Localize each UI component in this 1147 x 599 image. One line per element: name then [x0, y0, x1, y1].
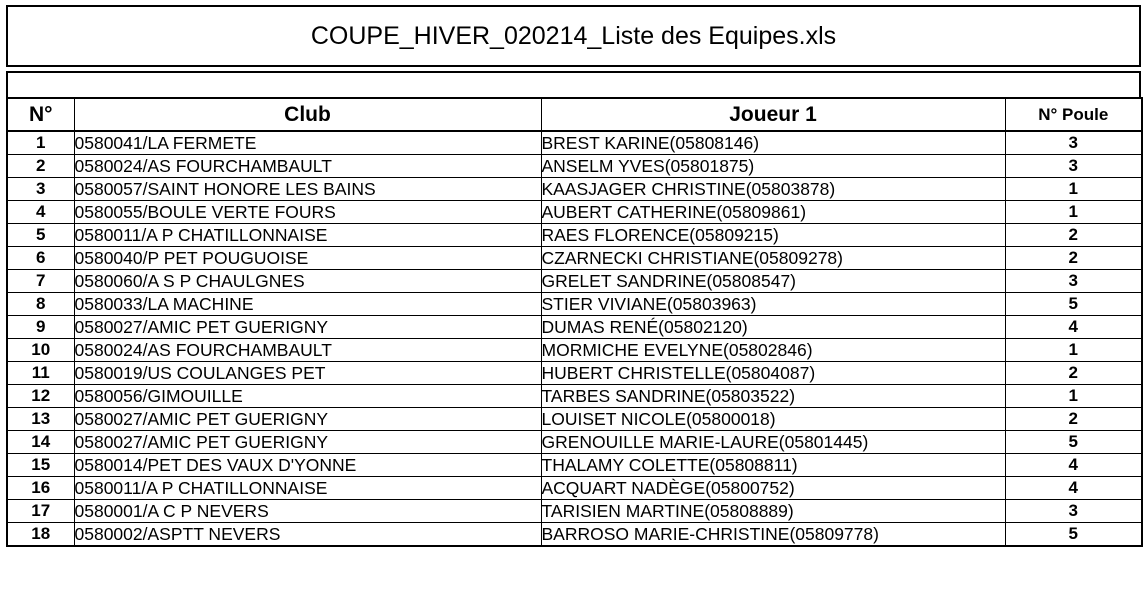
poule-cell[interactable]: 5: [1005, 431, 1142, 454]
row-num[interactable]: 18: [7, 523, 74, 547]
poule-cell[interactable]: 3: [1005, 270, 1142, 293]
poule-cell[interactable]: 5: [1005, 523, 1142, 547]
club-cell[interactable]: 0580027/AMIC PET GUERIGNY: [74, 408, 541, 431]
poule-cell[interactable]: 5: [1005, 293, 1142, 316]
poule-cell[interactable]: 4: [1005, 316, 1142, 339]
teams-table: [6, 97, 1143, 547]
header-club[interactable]: Club: [74, 98, 541, 131]
club-cell[interactable]: 0580001/A C P NEVERS: [74, 500, 541, 523]
player-cell[interactable]: LOUISET NICOLE(05800018): [541, 408, 1005, 431]
club-cell[interactable]: 0580041/LA FERMETE: [74, 131, 541, 155]
table-row: [7, 362, 1142, 385]
row-num[interactable]: 13: [7, 408, 74, 431]
poule-cell[interactable]: 3: [1005, 500, 1142, 523]
poule-cell[interactable]: 3: [1005, 131, 1142, 155]
row-num[interactable]: 15: [7, 454, 74, 477]
poule-cell[interactable]: 1: [1005, 178, 1142, 201]
player-cell[interactable]: TARISIEN MARTINE(05808889): [541, 500, 1005, 523]
header-player[interactable]: Joueur 1: [541, 98, 1005, 131]
table-row: [7, 293, 1142, 316]
poule-cell[interactable]: 2: [1005, 362, 1142, 385]
poule-cell[interactable]: 1: [1005, 339, 1142, 362]
row-num[interactable]: 9: [7, 316, 74, 339]
player-cell[interactable]: ACQUART NADÈGE(05800752): [541, 477, 1005, 500]
poule-cell[interactable]: 2: [1005, 408, 1142, 431]
club-cell[interactable]: 0580040/P PET POUGUOISE: [74, 247, 541, 270]
player-cell[interactable]: CZARNECKI CHRISTIANE(05809278): [541, 247, 1005, 270]
table-row: [7, 431, 1142, 454]
row-num[interactable]: 16: [7, 477, 74, 500]
player-cell[interactable]: STIER VIVIANE(05803963): [541, 293, 1005, 316]
club-cell[interactable]: 0580002/ASPTT NEVERS: [74, 523, 541, 547]
spreadsheet-page: [6, 5, 1141, 594]
row-num[interactable]: 17: [7, 500, 74, 523]
table-row: [7, 247, 1142, 270]
row-num[interactable]: 10: [7, 339, 74, 362]
row-num[interactable]: 8: [7, 293, 74, 316]
table-row: [7, 477, 1142, 500]
club-cell[interactable]: 0580055/BOULE VERTE FOURS: [74, 201, 541, 224]
player-cell[interactable]: BREST KARINE(05808146): [541, 131, 1005, 155]
club-cell[interactable]: 0580011/A P CHATILLONNAISE: [74, 477, 541, 500]
table-row: [7, 201, 1142, 224]
club-cell[interactable]: 0580024/AS FOURCHAMBAULT: [74, 155, 541, 178]
row-num[interactable]: 2: [7, 155, 74, 178]
table-row: [7, 178, 1142, 201]
club-cell[interactable]: 0580033/LA MACHINE: [74, 293, 541, 316]
table-row: [7, 500, 1142, 523]
empty-row: [6, 71, 1141, 97]
row-num[interactable]: 4: [7, 201, 74, 224]
poule-cell[interactable]: 2: [1005, 224, 1142, 247]
row-num[interactable]: 12: [7, 385, 74, 408]
player-cell[interactable]: AUBERT CATHERINE(05809861): [541, 201, 1005, 224]
club-cell[interactable]: 0580024/AS FOURCHAMBAULT: [74, 339, 541, 362]
table-row: [7, 385, 1142, 408]
player-cell[interactable]: MORMICHE EVELYNE(05802846): [541, 339, 1005, 362]
player-cell[interactable]: DUMAS RENÉ(05802120): [541, 316, 1005, 339]
player-cell[interactable]: HUBERT CHRISTELLE(05804087): [541, 362, 1005, 385]
row-num[interactable]: 7: [7, 270, 74, 293]
header-num[interactable]: N°: [7, 98, 74, 131]
poule-cell[interactable]: 3: [1005, 155, 1142, 178]
poule-cell[interactable]: 2: [1005, 247, 1142, 270]
table-row: [7, 131, 1142, 155]
table-row: [7, 339, 1142, 362]
poule-cell[interactable]: 4: [1005, 454, 1142, 477]
row-num[interactable]: 11: [7, 362, 74, 385]
document-title: COUPE_HIVER_020214_Liste des Equipes.xls: [6, 5, 1141, 67]
poule-cell[interactable]: 1: [1005, 385, 1142, 408]
header-poule[interactable]: N° Poule: [1005, 98, 1142, 131]
table-row: [7, 408, 1142, 431]
poule-cell[interactable]: 1: [1005, 201, 1142, 224]
player-cell[interactable]: GRENOUILLE MARIE-LAURE(05801445): [541, 431, 1005, 454]
table-row: [7, 155, 1142, 178]
row-num[interactable]: 6: [7, 247, 74, 270]
table-row: [7, 316, 1142, 339]
club-cell[interactable]: 0580057/SAINT HONORE LES BAINS: [74, 178, 541, 201]
club-cell[interactable]: 0580011/A P CHATILLONNAISE: [74, 224, 541, 247]
club-cell[interactable]: 0580014/PET DES VAUX D'YONNE: [74, 454, 541, 477]
player-cell[interactable]: RAES FLORENCE(05809215): [541, 224, 1005, 247]
table-row: [7, 224, 1142, 247]
row-num[interactable]: 14: [7, 431, 74, 454]
row-num[interactable]: 3: [7, 178, 74, 201]
player-cell[interactable]: KAASJAGER CHRISTINE(05803878): [541, 178, 1005, 201]
row-num[interactable]: 5: [7, 224, 74, 247]
club-cell[interactable]: 0580060/A S P CHAULGNES: [74, 270, 541, 293]
poule-cell[interactable]: 4: [1005, 477, 1142, 500]
table-row: [7, 454, 1142, 477]
club-cell[interactable]: 0580019/US COULANGES PET: [74, 362, 541, 385]
player-cell[interactable]: TARBES SANDRINE(05803522): [541, 385, 1005, 408]
row-num[interactable]: 1: [7, 131, 74, 155]
player-cell[interactable]: ANSELM YVES(05801875): [541, 155, 1005, 178]
table-row: [7, 523, 1142, 547]
club-cell[interactable]: 0580056/GIMOUILLE: [74, 385, 541, 408]
club-cell[interactable]: 0580027/AMIC PET GUERIGNY: [74, 316, 541, 339]
player-cell[interactable]: BARROSO MARIE-CHRISTINE(05809778): [541, 523, 1005, 547]
club-cell[interactable]: 0580027/AMIC PET GUERIGNY: [74, 431, 541, 454]
header-row: [7, 98, 1142, 131]
player-cell[interactable]: GRELET SANDRINE(05808547): [541, 270, 1005, 293]
table-row: [7, 270, 1142, 293]
player-cell[interactable]: THALAMY COLETTE(05808811): [541, 454, 1005, 477]
